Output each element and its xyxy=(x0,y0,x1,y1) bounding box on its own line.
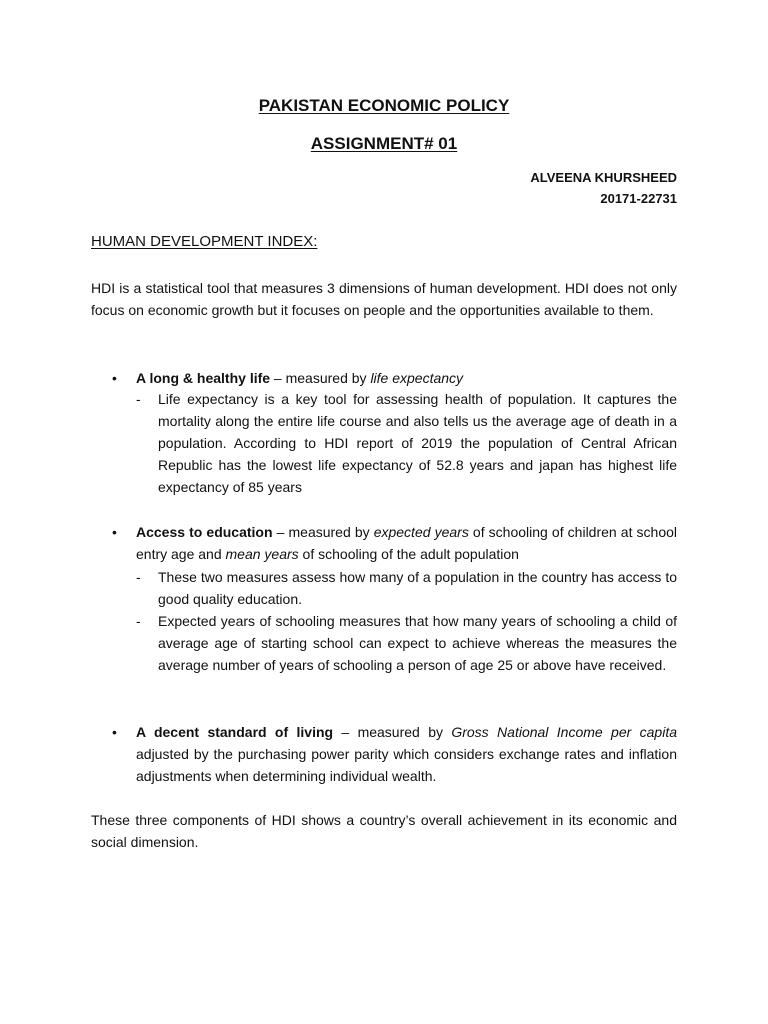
bullet-italic: Gross National Income per capita xyxy=(451,724,677,740)
bullet-italic: mean years xyxy=(225,546,299,562)
author-name: ALVEENA KHURSHEED xyxy=(530,170,677,185)
sub-point-text: Expected years of schooling measures that how many years of schooling a child of average age of starting school can expect to achieve whereas the measures the average number of years of schooling a person of age 25 or above have received. xyxy=(158,613,677,673)
sub-point-text: These two measures assess how many of a population in the country has access to good quality education. xyxy=(158,569,677,607)
intro-paragraph: HDI is a statistical tool that measures 3 dimensions of human development. HDI does not only focus on economic growth but it focuses on people and the opportunities available to them. xyxy=(91,280,677,318)
bullet-marker: • xyxy=(112,524,117,540)
document-title: PAKISTAN ECONOMIC POLICY xyxy=(258,96,510,115)
bullet-title: Access to education xyxy=(136,524,273,540)
student-id: 20171-22731 xyxy=(600,191,677,206)
bullet-italic: expected years xyxy=(373,524,469,540)
sub-point-education-access xyxy=(136,566,677,610)
bullet-standard-of-living xyxy=(112,721,677,787)
bullet-education xyxy=(112,521,678,565)
section-heading: HUMAN DEVELOPMENT INDEX: xyxy=(91,233,318,250)
bullet-title: A decent standard of living xyxy=(136,724,334,740)
bullet-text: of schooling of the adult population xyxy=(298,546,519,562)
dash-marker: - xyxy=(136,391,141,407)
bullet-bold-tail: which considers exchange rates and inflation adjustments when determining individual wealth. xyxy=(136,746,677,784)
sub-point-schooling-years xyxy=(136,610,677,676)
bullet-text: – measured by xyxy=(272,524,374,540)
bullet-text: adjusted by the purchasing power parity xyxy=(136,746,394,762)
bullet-text: – measured by xyxy=(270,370,371,386)
bullet-title: A long & healthy life xyxy=(136,370,271,386)
assignment-number: ASSIGNMENT# 01 xyxy=(310,134,458,153)
bullet-italic: life expectancy xyxy=(370,370,464,386)
conclusion-paragraph: These three components of HDI shows a country’s overall achievement in its economic and social dimension. xyxy=(91,812,677,850)
bullet-healthy-life xyxy=(112,367,677,389)
dash-marker: - xyxy=(136,569,141,585)
bullet-marker: • xyxy=(112,724,117,740)
bullet-text: – measured by xyxy=(333,724,452,740)
sub-point-life-expectancy xyxy=(136,388,677,498)
sub-point-text: Life expectancy is a key tool for assessing health of population. It captures the mortality along the entire life course and also tells us the average age of death in a population. According to HDI report of 2019 the population of Central African Republic has the lowest life expectancy of 52.8 years and japan has highest life expectancy of 85 years xyxy=(158,391,677,495)
bullet-text: of schooling of children at school entry age and xyxy=(136,524,678,562)
bullet-marker: • xyxy=(112,370,117,386)
dash-marker: - xyxy=(136,613,141,629)
